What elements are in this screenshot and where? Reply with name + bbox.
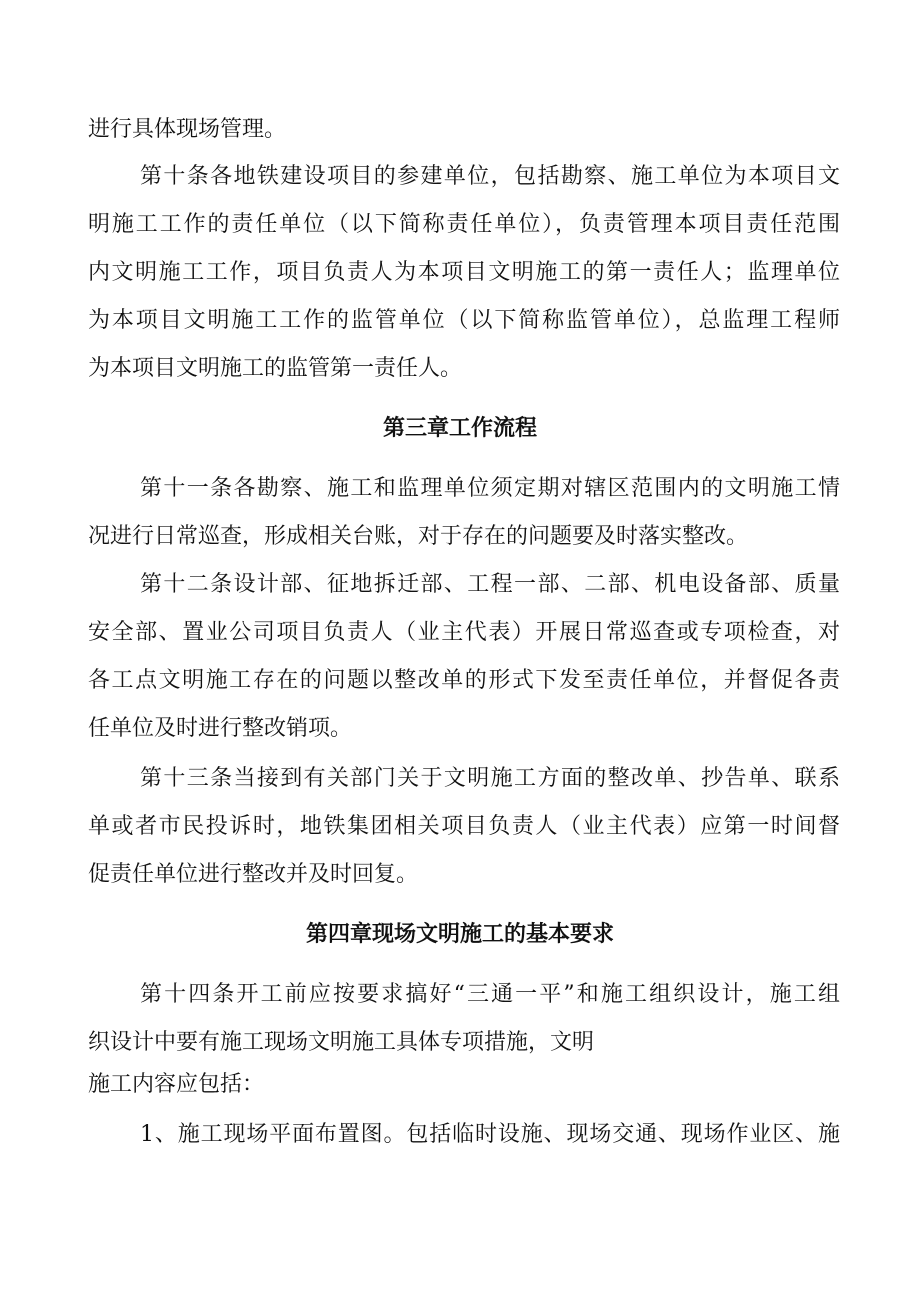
article-12-line: 第十二条设计部、征地拆迁部、工程一部、二部、机电设备部、质量 <box>140 572 840 597</box>
article-13-line: 第十三条当接到有关部门关于文明施工方面的整改单、抄告单、联系 <box>140 766 840 791</box>
article-10-line: 第十条各地铁建设项目的参建单位，包括勘察、施工单位为本项目文 <box>140 164 840 189</box>
article-10-line: 明施工工作的责任单位（以下简称责任单位），负责管理本项目责任范围 <box>88 212 840 237</box>
paragraph-line: 进行具体现场管理。 <box>88 117 287 142</box>
article-12-line: 各工点文明施工存在的问题以整改单的形式下发至责任单位，并督促各责 <box>88 668 840 693</box>
article-10-line: 内文明施工工作，项目负责人为本项目文明施工的第一责任人；监理单位 <box>88 260 840 285</box>
article-12-line: 安全部、置业公司项目负责人（业主代表）开展日常巡查或专项检查，对 <box>88 620 840 645</box>
list-item-1-line: 1、施工现场平面布置图。包括临时设施、现场交通、现场作业区、施 <box>140 1122 840 1147</box>
article-14-line: 织设计中要有施工现场文明施工具体专项措施，文明 <box>88 1030 595 1055</box>
article-11-line: 况进行日常巡查，形成相关台账，对于存在的问题要及时落实整改。 <box>88 524 749 549</box>
article-10-line: 为本项目文明施工的监管第一责任人。 <box>88 356 463 381</box>
article-11-line: 第十一条各勘察、施工和监理单位须定期对辖区范围内的文明施工情 <box>140 476 840 501</box>
article-12-line: 任单位及时进行整改销项。 <box>88 716 353 741</box>
article-13-line: 单或者市民投诉时，地铁集团相关项目负责人（业主代表）应第一时间督 <box>88 814 840 839</box>
article-10-line: 为本项目文明施工工作的监管单位（以下简称监管单位），总监理工程师 <box>88 308 840 333</box>
article-13-line: 促责任单位进行整改并及时回复。 <box>88 862 419 887</box>
chapter-3-heading: 第三章工作流程 <box>382 416 537 441</box>
article-14-line: 第十四条开工前应按要求搞好“三通一平”和施工组织设计，施工组 <box>140 982 840 1007</box>
article-14-line: 施工内容应包括： <box>88 1072 265 1097</box>
chapter-4-heading: 第四章现场文明施工的基本要求 <box>305 922 614 947</box>
